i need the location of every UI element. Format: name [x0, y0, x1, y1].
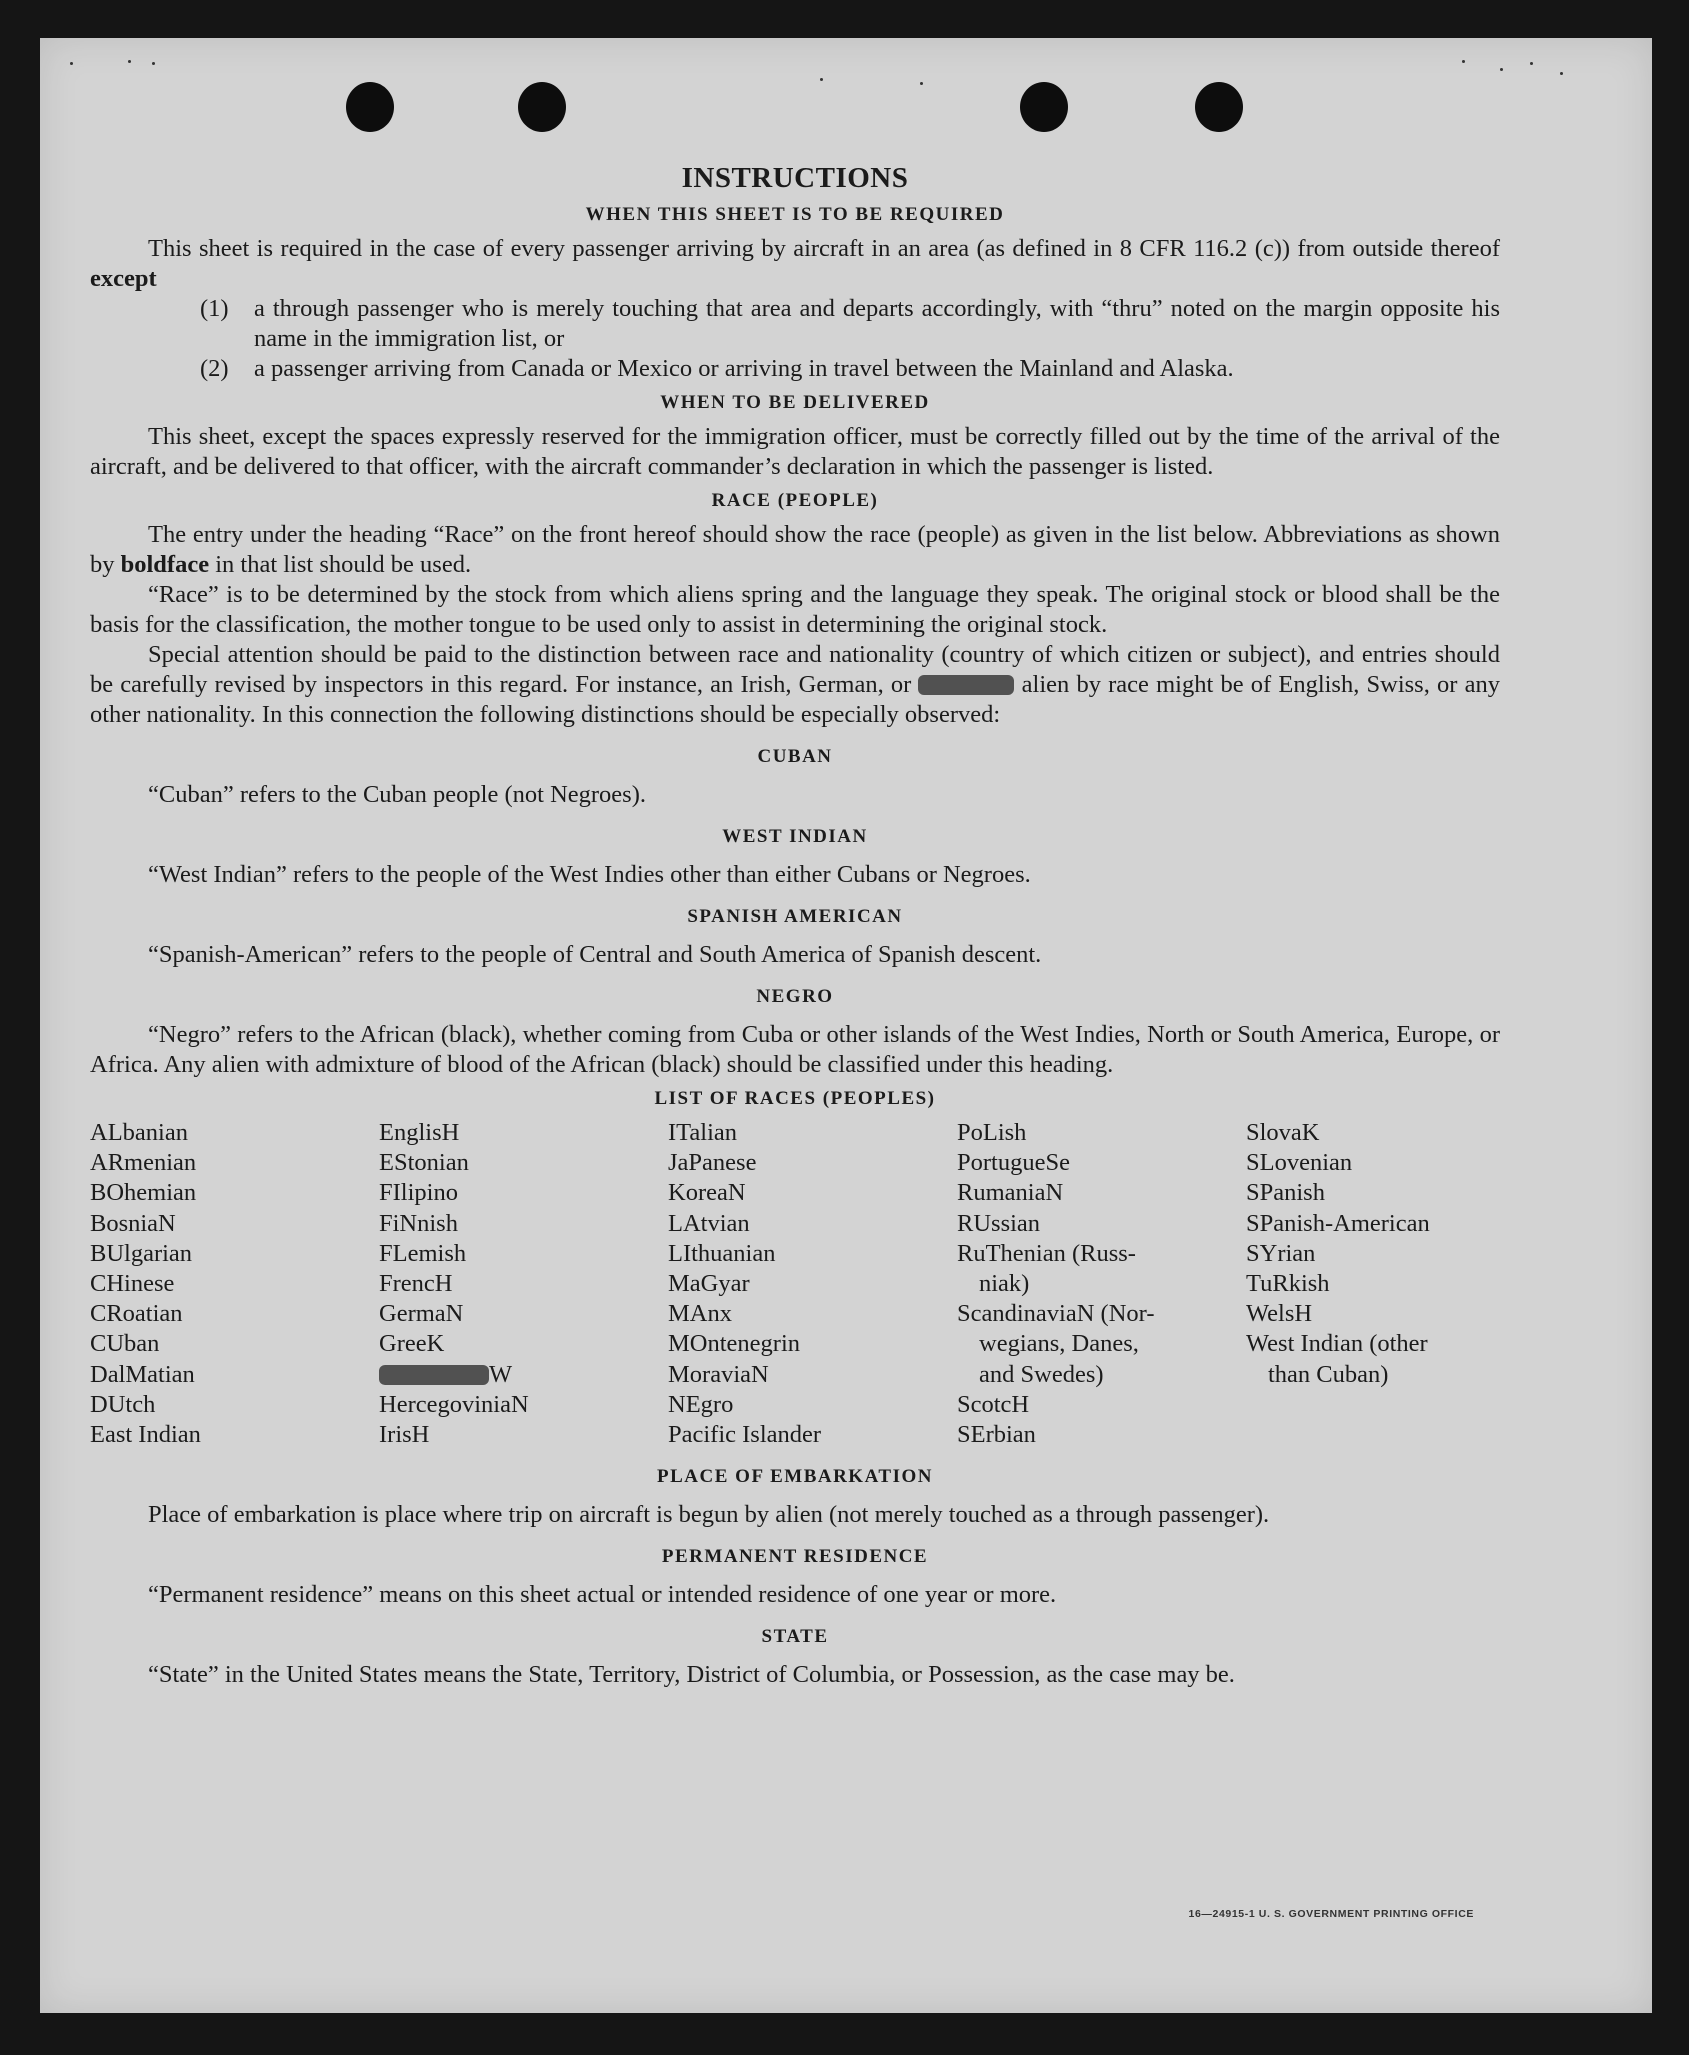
- race-entry: ScotcH: [957, 1390, 1030, 1418]
- race-entry: East Indian: [90, 1421, 201, 1449]
- section-heading-spanish-american: SPANISH AMERICAN: [687, 906, 903, 927]
- when-required-intro: [90, 234, 1500, 294]
- embarkation-text: Place of embarkation is place where trip on aircraft is begun by alien (not merely touched as a through passenger).: [148, 1501, 1270, 1529]
- race-entry: FIlipino: [379, 1179, 458, 1207]
- race-entry: SErbian: [957, 1421, 1036, 1449]
- section-heading-when-delivered: WHEN TO BE DELIVERED: [660, 392, 930, 413]
- race-entry-redacted: [379, 1360, 668, 1390]
- race-entry: GermaN: [379, 1300, 464, 1328]
- race-entry: GreeK: [379, 1330, 445, 1358]
- race-entry: JaPanese: [668, 1149, 757, 1177]
- race-entry-continuation: and Swedes): [979, 1360, 1104, 1388]
- intro-text: This sheet is required in the case of every passenger arriving by aircraft in an area (as defined in 8 CFR 116.2 (c)) from outside thereof: [148, 235, 1500, 262]
- races-column-2: [379, 1118, 668, 1450]
- speck: [1500, 68, 1503, 71]
- speck: [920, 82, 923, 85]
- race-entry: FrencH: [379, 1270, 453, 1298]
- race-entry: FiNnish: [379, 1209, 458, 1237]
- section-heading-residence: PERMANENT RESIDENCE: [661, 1546, 929, 1568]
- race-entry: EnglisH: [379, 1119, 460, 1146]
- race-entry: LAtvian: [668, 1209, 750, 1237]
- cuban-text: “Cuban” refers to the Cuban people (not Negroes).: [148, 781, 646, 808]
- punch-hole: [518, 82, 566, 132]
- race-entry: SPanish: [1246, 1179, 1325, 1207]
- races-column-1: [90, 1118, 379, 1450]
- item-number: (2): [200, 355, 229, 382]
- race-entry: SLovenian: [1246, 1149, 1353, 1177]
- races-list: [90, 1118, 1500, 1450]
- exception-item: [200, 294, 1500, 354]
- race-p1-bold: boldface: [120, 551, 210, 578]
- race-entry: DalMatian: [90, 1360, 195, 1388]
- race-entry: CUban: [90, 1330, 160, 1358]
- residence-text: “Permanent residence” means on this sheet actual or intended residence of one year or more.: [148, 1581, 1057, 1609]
- race-entry: TuRkish: [1246, 1270, 1330, 1298]
- race-entry: RuThenian (Russ-: [957, 1239, 1136, 1267]
- redaction-mark: [379, 1365, 489, 1385]
- races-column-3: [668, 1118, 957, 1450]
- redaction-mark: [918, 675, 1014, 695]
- race-entry: FLemish: [379, 1239, 467, 1267]
- race-entry: HercegoviniaN: [379, 1390, 529, 1418]
- punch-hole: [346, 82, 394, 132]
- section-heading-list-of-races: LIST OF RACES (PEOPLES): [654, 1088, 936, 1109]
- race-paragraph-1: [90, 520, 1500, 580]
- punch-hole: [1195, 82, 1243, 132]
- races-column-5: [1246, 1118, 1535, 1450]
- page-title: INSTRUCTIONS: [681, 162, 909, 194]
- race-entry: DUtch: [90, 1390, 156, 1418]
- item-text: a through passenger who is merely touching that area and departs accordingly, with “thru” noted on the margin opposite his name in the immigration list, or: [254, 295, 1500, 352]
- race-entry: ScandinaviaN (Nor-: [957, 1300, 1155, 1328]
- speck: [152, 62, 155, 65]
- race-entry: Pacific Islander: [668, 1421, 822, 1449]
- race-paragraph-3: [90, 640, 1500, 730]
- section-heading-embarkation: PLACE OF EMBARKATION: [657, 1466, 933, 1488]
- section-heading-state: STATE: [761, 1626, 829, 1648]
- race-entry: IrisH: [379, 1421, 430, 1449]
- race-entry: MAnx: [668, 1300, 732, 1328]
- race-entry: KoreaN: [668, 1179, 746, 1207]
- race-entry: CRoatian: [90, 1300, 183, 1328]
- spanish-american-text: “Spanish-American” refers to the people of Central and South America of Spanish descent.: [148, 941, 1042, 968]
- printing-office-code: 16—24915-1 U. S. GOVERNMENT PRINTING OFFICE: [1188, 1908, 1474, 1920]
- instructions-body: [90, 160, 1500, 1690]
- race-entry: MOntenegrin: [668, 1330, 800, 1358]
- section-heading-when-required: WHEN THIS SHEET IS TO BE REQUIRED: [585, 204, 1005, 225]
- speck: [1530, 62, 1533, 65]
- race-entry-continuation: niak): [979, 1270, 1030, 1298]
- race-entry: NEgro: [668, 1390, 734, 1418]
- race-entry: West Indian (other: [1246, 1330, 1428, 1358]
- item-text: a passenger arriving from Canada or Mexico or arriving in travel between the Mainland and Alaska.: [254, 355, 1234, 382]
- race-paragraph-2: “Race” is to be determined by the stock from which aliens spring and the language they speak. The original stock or blood shall be the basis for the classification, the mother tongue to be used only to assist in determining the original stock.: [90, 581, 1500, 638]
- race-entry-tail: W: [489, 1360, 513, 1388]
- race-p3-text: Special attention should be paid to the distinction between race and nationality (country of which citizen or subject), and entries should be carefully revised by inspectors in this regard. For instance, an Irish, German, or: [90, 641, 1500, 698]
- race-entry-continuation: wegians, Danes,: [979, 1330, 1139, 1358]
- section-heading-negro: NEGRO: [756, 986, 834, 1007]
- race-entry: PortugueSe: [957, 1149, 1070, 1177]
- race-entry: BUlgarian: [90, 1239, 193, 1267]
- race-entry: SYrian: [1246, 1239, 1316, 1267]
- speck: [820, 78, 823, 81]
- race-entry: MaGyar: [668, 1270, 750, 1298]
- race-entry: RumaniaN: [957, 1179, 1064, 1207]
- race-entry: EStonian: [379, 1149, 469, 1177]
- speck: [128, 60, 131, 63]
- race-entry: ARmenian: [90, 1149, 197, 1177]
- when-delivered-text: This sheet, except the spaces expressly reserved for the immigration officer, must be correctly filled out by the time of the arrival of the aircraft, and be delivered to that officer, with the aircraft commander’s declaration in which the passenger is listed.: [90, 423, 1500, 480]
- section-heading-cuban: CUBAN: [757, 746, 833, 767]
- document-page: [40, 38, 1652, 2013]
- west-indian-text: “West Indian” refers to the people of the West Indies other than either Cubans or Negroes.: [148, 861, 1031, 888]
- race-entry: RUssian: [957, 1209, 1041, 1237]
- race-entry: BOhemian: [90, 1179, 197, 1207]
- section-heading-west-indian: WEST INDIAN: [722, 826, 868, 847]
- item-number: (1): [200, 295, 229, 322]
- race-entry: WelsH: [1246, 1300, 1313, 1328]
- race-p1-tail: in that list should be used.: [215, 551, 472, 578]
- state-text: “State” in the United States means the State, Territory, District of Columbia, or Possession, as the case may be.: [148, 1661, 1235, 1689]
- race-entry: MoraviaN: [668, 1360, 769, 1388]
- punch-hole: [1020, 82, 1068, 132]
- intro-bold: except: [90, 265, 157, 292]
- race-entry: ITalian: [668, 1119, 738, 1146]
- speck: [1462, 60, 1465, 63]
- race-entry: ALbanian: [90, 1119, 188, 1146]
- race-entry: SlovaK: [1246, 1119, 1320, 1146]
- section-heading-race: RACE (PEOPLE): [711, 490, 879, 511]
- race-entry: BosniaN: [90, 1209, 176, 1237]
- race-p1-text: The entry under the heading “Race” on the front hereof should show the race (people) as given in the list below. Abbreviations as shown by: [90, 521, 1500, 578]
- race-entry: PoLish: [957, 1119, 1027, 1146]
- race-entry-continuation: than Cuban): [1268, 1360, 1389, 1388]
- speck: [70, 62, 73, 65]
- speck: [1560, 72, 1563, 75]
- race-p3-tail: alien by race might be of English, Swiss, or any other nationality. In this connection the following distinctions should be especially observed:: [90, 671, 1500, 728]
- races-column-4: [957, 1118, 1246, 1450]
- exception-item: [200, 354, 1500, 384]
- race-entry: SPanish-American: [1246, 1209, 1430, 1237]
- race-entry: LIthuanian: [668, 1239, 776, 1267]
- race-entry: CHinese: [90, 1270, 175, 1298]
- negro-text: “Negro” refers to the African (black), whether coming from Cuba or other islands of the West Indies, North or South America, Europe, or Africa. Any alien with admixture of blood of the African (black) should be classified under this heading.: [90, 1021, 1500, 1078]
